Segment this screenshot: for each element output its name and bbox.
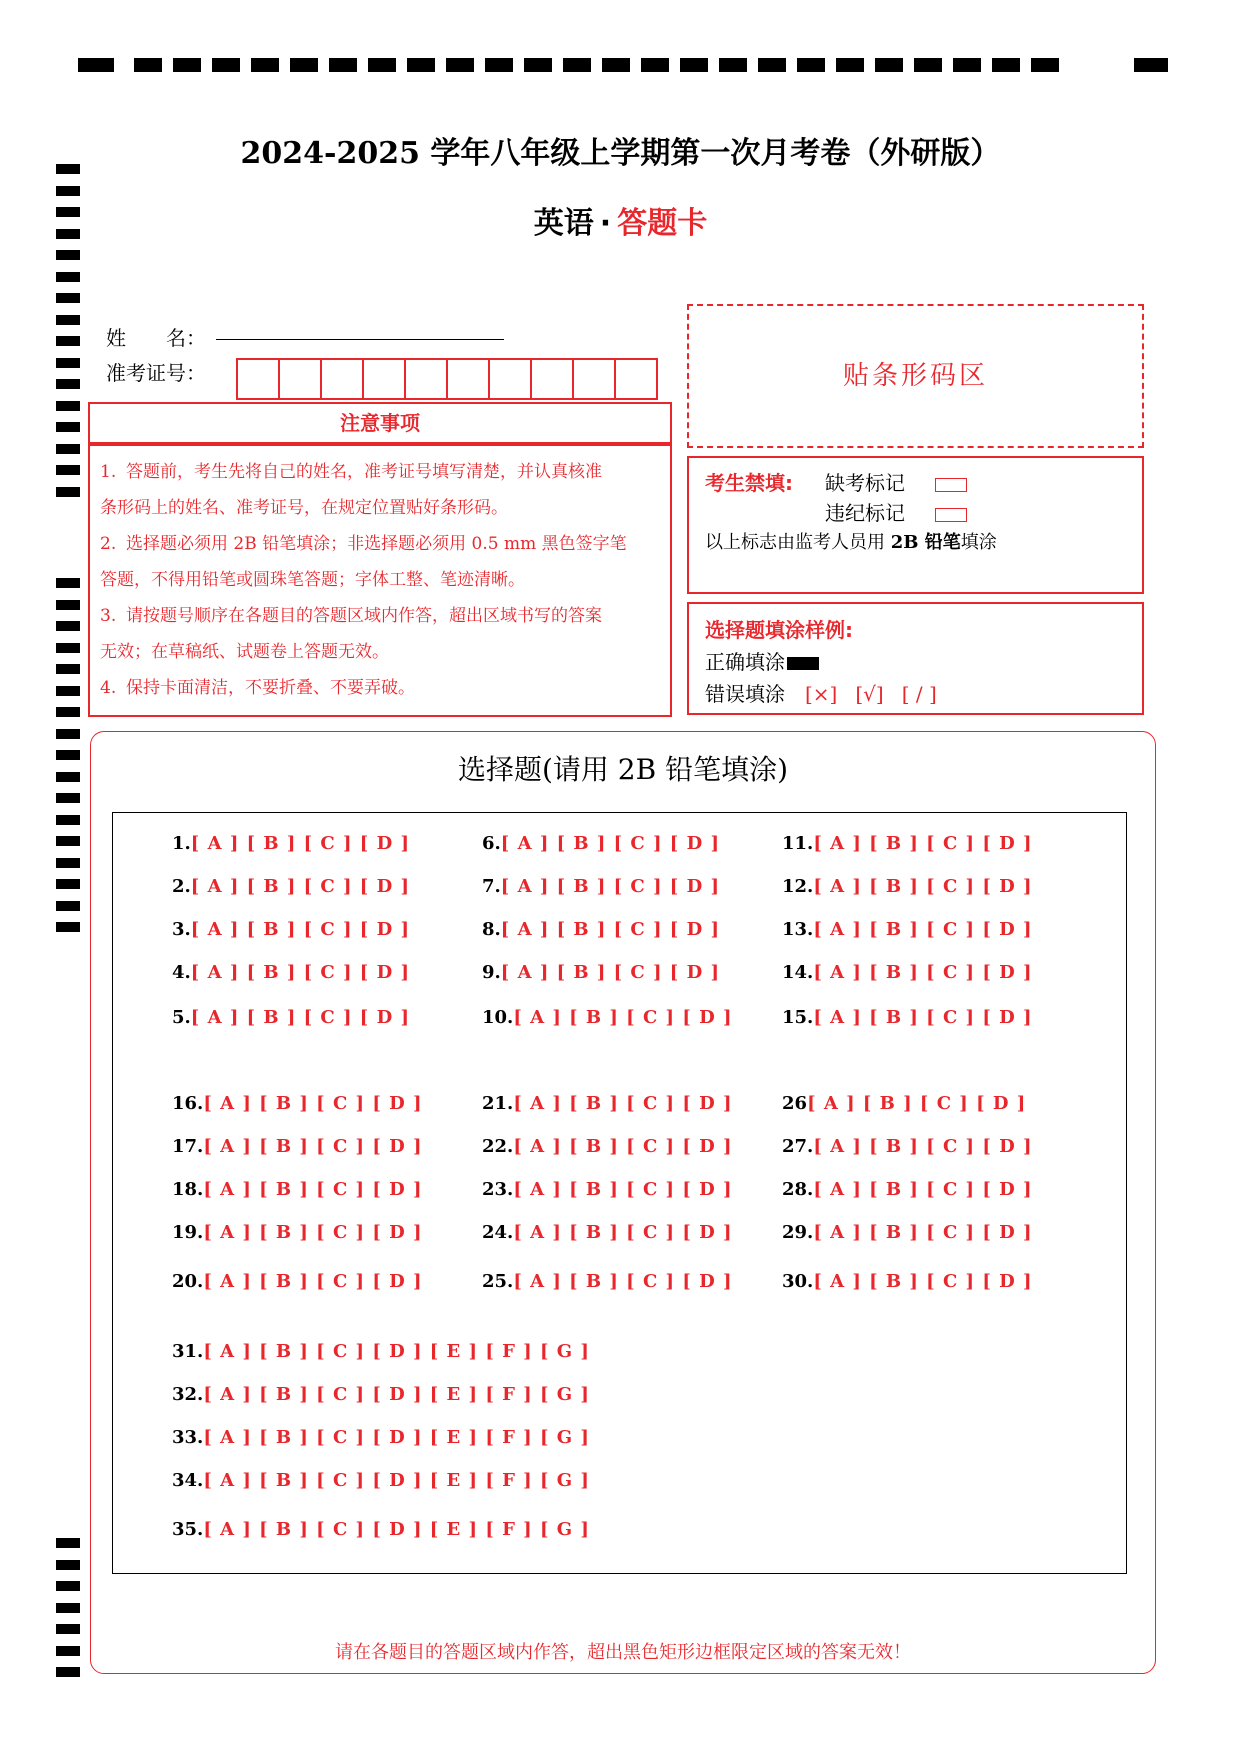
question-row	[482, 1136, 733, 1157]
timing-mark	[56, 186, 80, 196]
violation-label	[825, 498, 967, 528]
exam-id-digit-box[interactable]	[278, 358, 322, 400]
side-timing-marks-middle	[56, 578, 80, 940]
question-row	[482, 1271, 733, 1292]
timing-mark	[758, 58, 786, 72]
timing-mark	[56, 1624, 80, 1634]
footer-note: 请在各题目的答题区域内作答，超出黑色矩形边框限定区域的答案无效！	[335, 1642, 911, 1663]
question-number: 9.	[482, 962, 501, 983]
question-number: 30.	[782, 1271, 814, 1292]
question-number: 22.	[482, 1136, 514, 1157]
question-row	[172, 962, 410, 983]
question-row	[172, 1384, 590, 1405]
exam-id-digit-box[interactable]	[320, 358, 364, 400]
violation-text: 违纪标记	[825, 501, 905, 525]
timing-mark	[56, 272, 80, 282]
question-row	[482, 962, 720, 983]
question-number: 33.	[172, 1427, 204, 1448]
question-number: 19.	[172, 1222, 204, 1243]
timing-mark	[56, 487, 80, 497]
question-row	[172, 1470, 590, 1491]
page-subtitle	[0, 198, 1241, 242]
question-row	[482, 1093, 733, 1114]
question-number: 6.	[482, 833, 501, 854]
question-number: 27.	[782, 1136, 814, 1157]
timing-mark	[992, 58, 1020, 72]
timing-mark	[173, 58, 201, 72]
timing-mark	[56, 1646, 80, 1656]
timing-mark	[56, 836, 80, 846]
answer-options[interactable]: [ A ] [ B ] [ C ] [ D ]	[500, 833, 720, 854]
timing-mark	[56, 422, 80, 432]
timing-mark	[719, 58, 747, 72]
question-number: 26	[782, 1093, 808, 1114]
timing-mark	[914, 58, 942, 72]
answer-options[interactable]: [ A ] [ B ] [ C ] [ D ]	[813, 1136, 1033, 1157]
exam-id-digit-box[interactable]	[446, 358, 490, 400]
question-row	[172, 876, 410, 897]
question-number: 25.	[482, 1271, 514, 1292]
question-number: 13.	[782, 919, 814, 940]
name-field[interactable]	[216, 339, 504, 340]
timing-mark	[563, 58, 591, 72]
question-row	[482, 1007, 733, 1028]
question-number: 2.	[172, 876, 191, 897]
timing-mark	[836, 58, 864, 72]
answer-options[interactable]: [ A ] [ B ] [ C ] [ D ]	[813, 962, 1033, 983]
wrong-mark-cross: [×]	[805, 682, 838, 706]
timing-mark	[1031, 58, 1059, 72]
notice-item	[100, 598, 660, 634]
question-number: 29.	[782, 1222, 814, 1243]
notice-item-number: 4.	[100, 678, 117, 698]
absent-text: 缺考标记	[825, 471, 905, 495]
name-label: 姓 名：	[106, 326, 206, 350]
timing-mark	[56, 664, 80, 674]
notice-item	[100, 670, 660, 706]
question-row	[172, 1007, 410, 1028]
forbid-note-pre: 以上标志由监考人员用	[705, 532, 891, 553]
answer-options[interactable]: [ A ] [ B ] [ C ] [ D ]	[203, 1136, 423, 1157]
question-number: 3.	[172, 919, 191, 940]
question-row	[172, 1341, 590, 1362]
answer-options[interactable]: [ A ] [ B ] [ C ] [ D ]	[190, 833, 410, 854]
exam-id-boxes[interactable]	[238, 358, 658, 400]
timing-mark	[56, 315, 80, 325]
timing-mark	[953, 58, 981, 72]
violation-mark-box[interactable]	[935, 508, 967, 522]
answer-options[interactable]: [ A ] [ B ] [ C ] [ D ]	[500, 962, 720, 983]
question-row	[782, 1271, 1033, 1292]
answer-options[interactable]: [ A ] [ B ] [ C ] [ D ]	[190, 1007, 410, 1028]
answer-options[interactable]: [ A ] [ B ] [ C ] [ D ] [ E ] [ F ] [ G ]	[203, 1427, 590, 1448]
question-number: 32.	[172, 1384, 204, 1405]
question-row	[482, 1179, 733, 1200]
subject-label: 英语	[533, 206, 594, 241]
answer-options[interactable]: [ A ] [ B ] [ C ] [ D ]	[203, 1271, 423, 1292]
timing-mark	[875, 58, 903, 72]
timing-mark	[56, 379, 80, 389]
question-number: 31.	[172, 1341, 204, 1362]
question-row	[172, 1427, 590, 1448]
question-row	[172, 1093, 423, 1114]
question-row	[782, 1136, 1033, 1157]
timing-mark	[56, 465, 80, 475]
question-number: 1.	[172, 833, 191, 854]
absent-mark-box[interactable]	[935, 478, 967, 492]
timing-mark	[56, 750, 80, 760]
answer-options[interactable]: [ A ] [ B ] [ C ] [ D ] [ E ] [ F ] [ G ]	[203, 1341, 590, 1362]
answer-options[interactable]: [ A ] [ B ] [ C ] [ D ]	[190, 919, 410, 940]
question-number: 15.	[782, 1007, 814, 1028]
exam-id-digit-box[interactable]	[488, 358, 532, 400]
question-row	[782, 1222, 1033, 1243]
timing-mark	[56, 336, 80, 346]
timing-mark	[56, 293, 80, 303]
question-row	[782, 833, 1033, 854]
timing-mark	[134, 58, 162, 72]
answer-options[interactable]: [ A ] [ B ] [ C ] [ D ]	[190, 962, 410, 983]
timing-mark	[56, 621, 80, 631]
sample-heading: 选择题填涂样例:	[705, 618, 853, 642]
question-row	[782, 1093, 1026, 1114]
timing-mark	[56, 879, 80, 889]
timing-mark	[56, 1667, 80, 1677]
question-number: 17.	[172, 1136, 204, 1157]
answer-options[interactable]: [ A ] [ B ] [ C ] [ D ]	[500, 919, 720, 940]
card-label: 答题卡	[617, 206, 708, 241]
exam-id-digit-box[interactable]	[362, 358, 406, 400]
notice-body	[88, 444, 672, 717]
timing-mark	[56, 1538, 80, 1548]
answer-options[interactable]: [ A ] [ B ] [ C ] [ D ] [ E ] [ F ] [ G ]	[203, 1384, 590, 1405]
answer-options[interactable]: [ A ] [ B ] [ C ] [ D ]	[513, 1179, 733, 1200]
question-number: 28.	[782, 1179, 814, 1200]
answer-options[interactable]: [ A ] [ B ] [ C ] [ D ]	[513, 1136, 733, 1157]
timing-mark	[56, 772, 80, 782]
notice-item-continuation: 答题，不得用铅笔或圆珠笔答题；字体工整、笔迹清晰。	[100, 570, 525, 590]
question-row	[172, 919, 410, 940]
question-number: 23.	[482, 1179, 514, 1200]
question-number: 10.	[482, 1007, 514, 1028]
page-title: 2024-2025 学年八年级上学期第一次月考卷（外研版）	[240, 136, 1001, 171]
question-number: 11.	[782, 833, 814, 854]
notice-item-number: 2.	[100, 534, 117, 554]
timing-mark	[1134, 58, 1168, 72]
exam-id-label: 准考证号：	[106, 361, 206, 385]
answer-options[interactable]: [ A ] [ B ] [ C ] [ D ]	[813, 1222, 1033, 1243]
side-timing-marks-lower	[56, 1538, 80, 1678]
timing-mark	[56, 444, 80, 454]
timing-mark	[56, 600, 80, 610]
timing-mark	[78, 58, 114, 72]
answer-options[interactable]: [ A ] [ B ] [ C ] [ D ]	[813, 876, 1033, 897]
barcode-area: 贴条形码区	[687, 304, 1144, 448]
question-number: 4.	[172, 962, 191, 983]
timing-mark	[446, 58, 474, 72]
timing-mark	[56, 358, 80, 368]
question-number: 20.	[172, 1271, 204, 1292]
correct-fill-sample	[787, 657, 819, 670]
absent-label	[825, 468, 967, 498]
choice-title: 选择题(请用 2B 铅笔填涂)	[457, 753, 789, 786]
answer-options[interactable]: [ A ] [ B ] [ C ] [ D ]	[203, 1093, 423, 1114]
question-number: 5.	[172, 1007, 191, 1028]
question-number: 18.	[172, 1179, 204, 1200]
notice-item	[100, 454, 660, 490]
timing-mark	[56, 815, 80, 825]
question-row	[172, 1136, 423, 1157]
exam-id-digit-box[interactable]	[236, 358, 280, 400]
timing-mark	[680, 58, 708, 72]
answer-options[interactable]: [ A ] [ B ] [ C ] [ D ]	[203, 1222, 423, 1243]
timing-mark	[329, 58, 357, 72]
timing-mark	[602, 58, 630, 72]
subtitle-separator: ·	[599, 206, 612, 241]
notice-item-text: 答题前，考生先将自己的姓名，准考证号填写清楚，并认真核准	[126, 462, 602, 482]
exam-id-digit-box[interactable]	[530, 358, 574, 400]
question-row	[482, 833, 720, 854]
timing-mark	[212, 58, 240, 72]
question-number: 24.	[482, 1222, 514, 1243]
answer-options[interactable]: [ A ] [ B ] [ C ] [ D ]	[513, 1271, 733, 1292]
timing-mark	[56, 858, 80, 868]
question-number: 7.	[482, 876, 501, 897]
timing-mark	[56, 1581, 80, 1591]
question-row	[782, 1007, 1033, 1028]
wrong-mark-check: [√]	[855, 682, 884, 706]
notice-item-text: 保持卡面清洁，不要折叠、不要弄破。	[126, 678, 415, 698]
question-row	[172, 1519, 590, 1540]
top-timing-marks	[78, 58, 1168, 80]
answer-options[interactable]: [ A ] [ B ] [ C ] [ D ]	[813, 833, 1033, 854]
notice-item-continuation: 无效；在草稿纸、试题卷上答题无效。	[100, 642, 389, 662]
timing-mark	[56, 707, 80, 717]
answer-options[interactable]: [ A ] [ B ] [ C ] [ D ]	[813, 1007, 1033, 1028]
question-row	[172, 1271, 423, 1292]
answer-options[interactable]: [ A ] [ B ] [ C ] [ D ]	[513, 1093, 733, 1114]
question-number: 35.	[172, 1519, 204, 1540]
forbid-note	[705, 528, 1126, 558]
timing-mark	[56, 1603, 80, 1613]
question-row	[172, 1179, 423, 1200]
forbid-note-post: 填涂	[960, 532, 997, 553]
forbid-heading: 考生禁填:	[705, 471, 793, 495]
correct-label: 正确填涂	[705, 650, 785, 674]
timing-mark	[368, 58, 396, 72]
timing-mark	[56, 686, 80, 696]
timing-mark	[56, 901, 80, 911]
answer-options[interactable]: [ A ] [ B ] [ C ] [ D ]	[813, 1179, 1033, 1200]
question-number: 8.	[482, 919, 501, 940]
timing-mark	[797, 58, 825, 72]
timing-mark	[641, 58, 669, 72]
question-row	[172, 833, 410, 854]
exam-id-digit-box[interactable]	[404, 358, 448, 400]
forbid-note-bold: 2B 铅笔	[890, 532, 961, 553]
answer-options[interactable]: [ A ] [ B ] [ C ] [ D ] [ E ] [ F ] [ G ]	[203, 1470, 590, 1491]
timing-mark	[56, 793, 80, 803]
timing-mark	[56, 643, 80, 653]
timing-mark	[56, 1560, 80, 1570]
answer-options[interactable]: [ A ] [ B ] [ C ] [ D ]	[813, 1271, 1033, 1292]
question-row	[782, 1179, 1033, 1200]
answer-options[interactable]: [ A ] [ B ] [ C ] [ D ] [ E ] [ F ] [ G ]	[203, 1519, 590, 1540]
wrong-mark-slash: [ / ]	[901, 682, 937, 706]
timing-mark	[290, 58, 318, 72]
question-row	[482, 1222, 733, 1243]
timing-mark	[524, 58, 552, 72]
timing-mark	[56, 729, 80, 739]
timing-mark	[56, 922, 80, 932]
notice-item-text: 选择题必须用 2B 铅笔填涂；非选择题必须用 0.5 mm 黑色签字笔	[126, 534, 627, 554]
notice-item-text: 请按题号顺序在各题目的答题区域内作答，超出区域书写的答案	[126, 606, 602, 626]
question-number: 34.	[172, 1470, 204, 1491]
question-row	[172, 1222, 423, 1243]
answer-options[interactable]: [ A ] [ B ] [ C ] [ D ]	[813, 919, 1033, 940]
question-row	[782, 962, 1033, 983]
notice-item-number: 3.	[100, 606, 117, 626]
question-number: 14.	[782, 962, 814, 983]
notice-item-number: 1.	[100, 462, 117, 482]
question-row	[782, 876, 1033, 897]
notice-heading: 注意事项	[88, 402, 672, 444]
notice-item-continuation: 条形码上的姓名、准考证号，在规定位置贴好条形码。	[100, 498, 508, 518]
timing-mark	[407, 58, 435, 72]
wrong-label: 错误填涂	[705, 682, 785, 706]
timing-mark	[485, 58, 513, 72]
answer-options[interactable]: [ A ] [ B ] [ C ] [ D ]	[203, 1179, 423, 1200]
answer-options[interactable]: [ A ] [ B ] [ C ] [ D ]	[807, 1093, 1027, 1114]
exam-id-digit-box[interactable]	[614, 358, 658, 400]
timing-mark	[56, 250, 80, 260]
question-number: 16.	[172, 1093, 204, 1114]
question-number: 21.	[482, 1093, 514, 1114]
answer-options[interactable]: [ A ] [ B ] [ C ] [ D ]	[513, 1222, 733, 1243]
question-row	[482, 919, 720, 940]
notice-item	[100, 526, 660, 562]
answer-options[interactable]: [ A ] [ B ] [ C ] [ D ]	[500, 876, 720, 897]
timing-mark	[251, 58, 279, 72]
question-number: 12.	[782, 876, 814, 897]
answer-options[interactable]: [ A ] [ B ] [ C ] [ D ]	[513, 1007, 733, 1028]
sample-panel	[687, 602, 1144, 715]
answer-options[interactable]: [ A ] [ B ] [ C ] [ D ]	[190, 876, 410, 897]
question-row	[782, 919, 1033, 940]
exam-id-digit-box[interactable]	[572, 358, 616, 400]
question-row	[482, 876, 720, 897]
forbid-panel	[687, 456, 1144, 594]
timing-mark	[56, 578, 80, 588]
timing-mark	[56, 401, 80, 411]
